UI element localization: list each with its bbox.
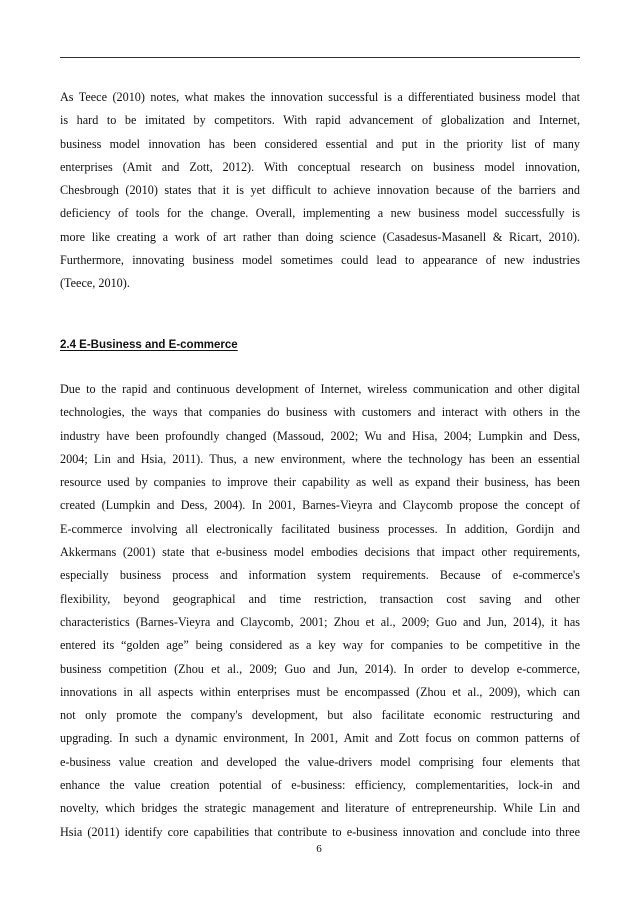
- paragraph-line: E-commerce involving all electronically facilitated business processes. In addition, Gordijn and: [60, 521, 580, 536]
- paragraph-line: created (Lumpkin and Dess, 2004). In 2001, Barnes-Vieyra and Claycomb propose the concept of: [60, 498, 580, 513]
- paragraph-line: e-business value creation and developed the value-drivers model comprising four elements that: [60, 754, 580, 769]
- paragraph-business-model-innovation: [60, 86, 580, 296]
- paragraph-line: technologies, the ways that companies do business with customers and interact with others in the: [60, 405, 580, 420]
- paragraph-line: industry have been profoundly changed (Massoud, 2002; Wu and Hisa, 2004; Lumpkin and Dess,: [60, 428, 580, 443]
- paragraph-line: upgrading. In such a dynamic environment, In 2001, Amit and Zott focus on common patterns of: [60, 731, 580, 746]
- paragraph-line: innovations in all aspects within enterprises must be encompassed (Zhou et al., 2009), which can: [60, 684, 580, 699]
- header-rule: [60, 57, 580, 58]
- section-heading: 2.4 E-Business and E-commerce: [60, 339, 238, 351]
- paragraph-line: business model innovation has been considered essential and put in the priority list of many: [60, 136, 580, 151]
- paragraph-line: 2004; Lin and Hsia, 2011). Thus, a new environment, where the technology has been an essential: [60, 451, 580, 466]
- paragraph-line: especially business process and information system requirements. Because of e-commerce's: [60, 568, 580, 583]
- paragraph-line: Hsia (2011) identify core capabilities that contribute to e-business innovation and conclude into three: [60, 824, 580, 839]
- paragraph-line: Furthermore, innovating business model sometimes could lead to appearance of new industries: [60, 253, 580, 268]
- paragraph-line: Akkermans (2001) state that e-business model embodies decisions that impact other requirements,: [60, 545, 580, 560]
- page-number: 6: [316, 843, 322, 855]
- paragraph-line: (Teece, 2010).: [60, 276, 130, 291]
- paragraph-line: characteristics (Barnes-Vieyra and Claycomb, 2001; Zhou et al., 2009; Guo and Jun, 2014), it has: [60, 614, 580, 629]
- paragraph-line: flexibility, beyond geographical and time restriction, transaction cost saving and other: [60, 591, 580, 606]
- paragraph-line: novelty, which bridges the strategic management and literature of entrepreneurship. While Lin and: [60, 801, 580, 816]
- paragraph-e-business: [60, 378, 580, 844]
- paragraph-line: Chesbrough (2010) states that it is yet difficult to achieve innovation because of the barriers and: [60, 183, 580, 198]
- paragraph-line: is hard to be imitated by competitors. With rapid advancement of globalization and Internet,: [60, 113, 580, 128]
- paragraph-line: enterprises (Amit and Zott, 2012). With conceptual research on business model innovation,: [60, 159, 580, 174]
- paragraph-line: not only promote the company's development, but also facilitate economic restructuring and: [60, 708, 580, 723]
- paragraph-line: Due to the rapid and continuous development of Internet, wireless communication and other digital: [60, 382, 580, 396]
- paragraph-line: enhance the value creation potential of e-business: efficiency, complementarities, lock-in and: [60, 778, 580, 793]
- paragraph-line: more like creating a work of art rather than doing science (Casadesus-Masanell & Ricart, 2010).: [60, 229, 580, 244]
- paragraph-line: entered its “golden age” being considered as a key way for companies to be competitive in the: [60, 638, 580, 653]
- paragraph-line: As Teece (2010) notes, what makes the innovation successful is a differentiated business model that: [60, 90, 580, 104]
- paragraph-line: resource used by companies to improve their capability as well as expand their business, has been: [60, 475, 580, 490]
- paragraph-line: deficiency of tools for the change. Overall, implementing a new business model successfully is: [60, 206, 580, 221]
- paragraph-line: business competition (Zhou et al., 2009; Guo and Jun, 2014). In order to develop e-commerce,: [60, 661, 580, 676]
